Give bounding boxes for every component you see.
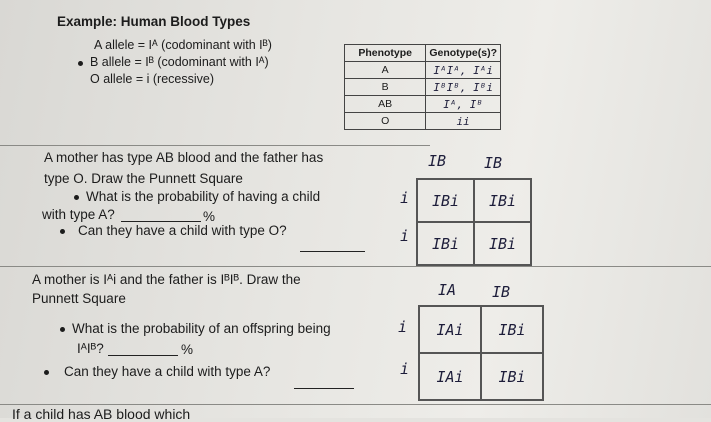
table-row bbox=[345, 62, 501, 79]
bullet bbox=[74, 195, 79, 200]
punnett2-top-allele: IA bbox=[438, 281, 457, 299]
problem2-q1-line1: What is the probability of an offspring being bbox=[72, 321, 331, 336]
problem1-q1-line1: What is the probability of having a child bbox=[86, 189, 321, 204]
punnett1-top-allele: IB bbox=[484, 154, 503, 172]
page-title: Example: Human Blood Types bbox=[57, 14, 251, 29]
punnett-square-1 bbox=[416, 178, 532, 266]
table-header-genotype: Genotype(s)? bbox=[426, 45, 501, 62]
genotype-cell: IᴬIᴬ, Iᴬi bbox=[426, 62, 501, 79]
punnett2-side-allele: i bbox=[400, 360, 410, 378]
genotype-cell: IᴮIᴮ, Iᴮi bbox=[426, 79, 501, 96]
problem2-q2: Can they have a child with type A? bbox=[64, 364, 271, 379]
bullet bbox=[60, 327, 65, 332]
punnett-cell: IBi bbox=[481, 306, 543, 353]
phenotype-cell: A bbox=[345, 62, 426, 79]
punnett2-side-allele: i bbox=[398, 318, 408, 336]
punnett-cell: IBi bbox=[474, 179, 531, 222]
bullet bbox=[78, 61, 83, 66]
table-header-phenotype: Phenotype bbox=[345, 45, 426, 62]
punnett1-top-allele: IB bbox=[428, 152, 447, 170]
footer-partial-text: If a child has AB blood which bbox=[12, 406, 191, 422]
blood-type-table bbox=[344, 44, 501, 130]
phenotype-cell: O bbox=[345, 113, 426, 130]
punnett-cell: IAi bbox=[419, 306, 481, 353]
phenotype-cell: B bbox=[345, 79, 426, 96]
punnett-cell: IBi bbox=[417, 179, 474, 222]
divider bbox=[0, 266, 711, 267]
answer-blank[interactable] bbox=[121, 221, 201, 222]
problem1-q1-line2: with type A? bbox=[42, 207, 115, 222]
table-row bbox=[345, 79, 501, 96]
answer-blank[interactable] bbox=[300, 251, 365, 252]
punnett-cell: IBi bbox=[481, 353, 543, 400]
problem2-text-line2: Punnett Square bbox=[32, 291, 126, 306]
punnett-square-2 bbox=[418, 305, 544, 401]
phenotype-cell: AB bbox=[345, 96, 426, 113]
problem2-q1-line2: IᴬIᴮ? bbox=[77, 341, 104, 356]
problem1-text-line2: type O. Draw the Punnett Square bbox=[44, 171, 243, 186]
punnett-cell: IBi bbox=[417, 222, 474, 265]
genotype-cell: Iᴬ, Iᴮ bbox=[426, 96, 501, 113]
bullet bbox=[44, 370, 49, 375]
genotype-cell: ii bbox=[426, 113, 501, 130]
punnett1-side-allele: i bbox=[400, 189, 410, 207]
answer-blank[interactable] bbox=[294, 388, 354, 389]
percent-label: % bbox=[203, 209, 216, 224]
problem1-text-line1: A mother has type AB blood and the father has bbox=[44, 150, 324, 165]
allele-o-text: O allele = i (recessive) bbox=[90, 72, 214, 86]
problem1-q2: Can they have a child with type O? bbox=[78, 223, 287, 238]
table-row bbox=[345, 96, 501, 113]
answer-blank[interactable] bbox=[108, 355, 178, 356]
table-row bbox=[345, 113, 501, 130]
punnett1-side-allele: i bbox=[400, 227, 410, 245]
punnett-cell: IAi bbox=[419, 353, 481, 400]
punnett-cell: IBi bbox=[474, 222, 531, 265]
divider bbox=[0, 145, 430, 146]
allele-a-text: A allele = Iᴬ (codominant with Iᴮ) bbox=[94, 38, 272, 52]
punnett2-top-allele: IB bbox=[492, 283, 511, 301]
allele-b-text: B allele = Iᴮ (codominant with Iᴬ) bbox=[90, 55, 269, 69]
divider bbox=[0, 404, 711, 405]
percent-label: % bbox=[181, 342, 194, 357]
bullet bbox=[60, 229, 65, 234]
problem2-text-line1: A mother is Iᴬi and the father is IᴮIᴮ. Draw the bbox=[32, 272, 301, 287]
